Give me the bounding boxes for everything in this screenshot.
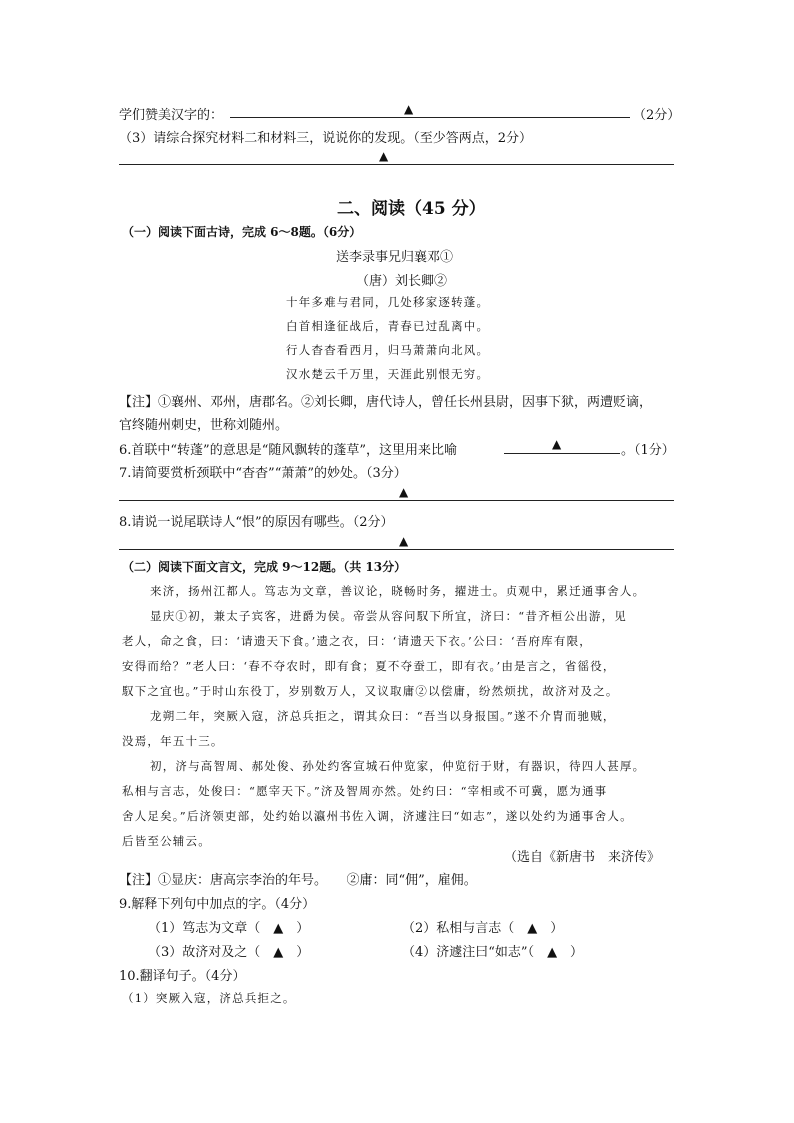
question-8: 8.请说一说尾联诗人“恨”的原因有哪些。（2分） <box>119 515 394 530</box>
question-7: 7.请简要赏析颈联中“杳杳”“萧萧”的妙处。（3分） <box>119 466 407 481</box>
question-3: （3）请综合探究材料二和材料三，说说你的发现。（至少答两点，2分） <box>119 131 533 146</box>
passage-source: （选自《新唐书 来济传》 <box>504 850 661 865</box>
passage-line: 私相与言志，处俊曰：“愿宰天下。”济及智周亦然。处约曰：“宰相或不可冀，愿为通事 <box>122 784 608 798</box>
poem-line: 行人杳杳看西月，归马萧萧向北风。 <box>286 343 490 357</box>
answer-line[interactable] <box>504 453 620 454</box>
part1-heading: （一）阅读下面古诗，完成 6～8题。（6分） <box>122 225 362 239</box>
q9-item-3[interactable]: （3）故济对及之（ ▲ ） <box>148 945 310 960</box>
passage-line: 来济，扬州江都人。笃志为文章，善议论，晓畅时务，擢进士。贞观中，累迁通事舍人。 <box>150 584 646 598</box>
answer-marker: ▲ <box>552 437 562 451</box>
passage-line: 安得而给？”老人曰：‘春不夺农时，即有食；夏不夺蚕工，即有衣。’由是言之，省徭役， <box>122 659 616 673</box>
poem-line: 白首相逢征战后，青春已过乱离中。 <box>286 319 490 333</box>
q9-item-2[interactable]: （2）私相与言志（ ▲ ） <box>402 921 564 936</box>
score-label: （2分） <box>633 108 681 123</box>
answer-marker: ▲ <box>404 102 414 116</box>
section-title: 二、阅读（45 分） <box>337 199 486 219</box>
part2-heading: （二）阅读下面文言文，完成 9～12题。（共 13分） <box>122 560 407 574</box>
passage-line: 龙朔二年，突厥入寇，济总兵拒之，谓其众曰：“吾当以身报国。”遂不介胄而驰贼， <box>150 709 616 723</box>
fill-in-label: 学们赞美汉字的： <box>119 108 224 123</box>
passage-line: 后皆至公辅云。 <box>122 834 211 848</box>
q9-item-4[interactable]: （4）济遽注曰“如志”（ ▲ ） <box>402 945 584 960</box>
question-6: 6.首联中“转蓬”的意思是“随风飘转的蓬草”，这里用来比喻 <box>119 443 457 458</box>
question-10: 10.翻译句子。（4分） <box>119 969 246 984</box>
score-label: 。（1分） <box>621 443 675 458</box>
answer-line[interactable] <box>119 549 674 550</box>
poem-author: （唐）刘长卿② <box>356 274 448 289</box>
answer-marker: ▲ <box>399 485 409 499</box>
answer-marker: ▲ <box>399 534 409 548</box>
passage-line: 舍人足矣。”后济领吏部，处约始以瀛州书佐入调，济遽注曰“如志”，遂以处约为通事舍人。 <box>122 809 633 823</box>
passage-line: 显庆①初，兼太子宾客，进爵为侯。帝尝从容问馭下所宜，济曰：“昔齐桓公出游，见 <box>150 609 627 623</box>
question-9: 9.解释下列句中加点的字。（4分） <box>119 897 316 912</box>
q10-item-1: （1）突厥入寇，济总兵拒之。 <box>122 991 296 1005</box>
poem-note: 【注】①襄州、邓州，唐郡名。②刘长卿，唐代诗人，曾任长州县尉，因事下狱，两遭贬谪， <box>119 395 653 410</box>
poem-note: 官终随州刺史，世称刘随州。 <box>119 418 289 433</box>
answer-marker: ▲ <box>379 149 389 163</box>
passage-line: 馭下之宜也。”于时山东役丁，岁别数万人，又议取庸②以偿庸，纷然烦扰，故济对及之。 <box>122 684 619 698</box>
answer-line[interactable] <box>230 117 630 118</box>
poem-line: 十年多难与君同，几处移家逐转蓬。 <box>286 295 490 309</box>
poem-line: 汉水楚云千万里，天涯此别恨无穷。 <box>286 367 490 381</box>
poem-title: 送李录事兄归襄邓① <box>336 250 454 265</box>
answer-line[interactable] <box>119 500 674 501</box>
passage-note: 【注】①显庆：唐高宗李治的年号。 ②庸：同“佣”，雇佣。 <box>119 873 477 888</box>
passage-line: 没焉，年五十三。 <box>122 734 224 748</box>
answer-line[interactable] <box>119 164 674 165</box>
passage-line: 初，济与高智周、郝处俊、孙处约客宣城石仲览家，仲览衍于财，有器识，待四人甚厚。 <box>150 759 646 773</box>
q9-item-1[interactable]: （1）笃志为文章（ ▲ ） <box>148 921 310 936</box>
passage-line: 老人，命之食，曰：‘请遗天下食。’遗之衣，曰：‘请遗天下衣。’公曰：‘吾府库有限， <box>122 634 592 648</box>
